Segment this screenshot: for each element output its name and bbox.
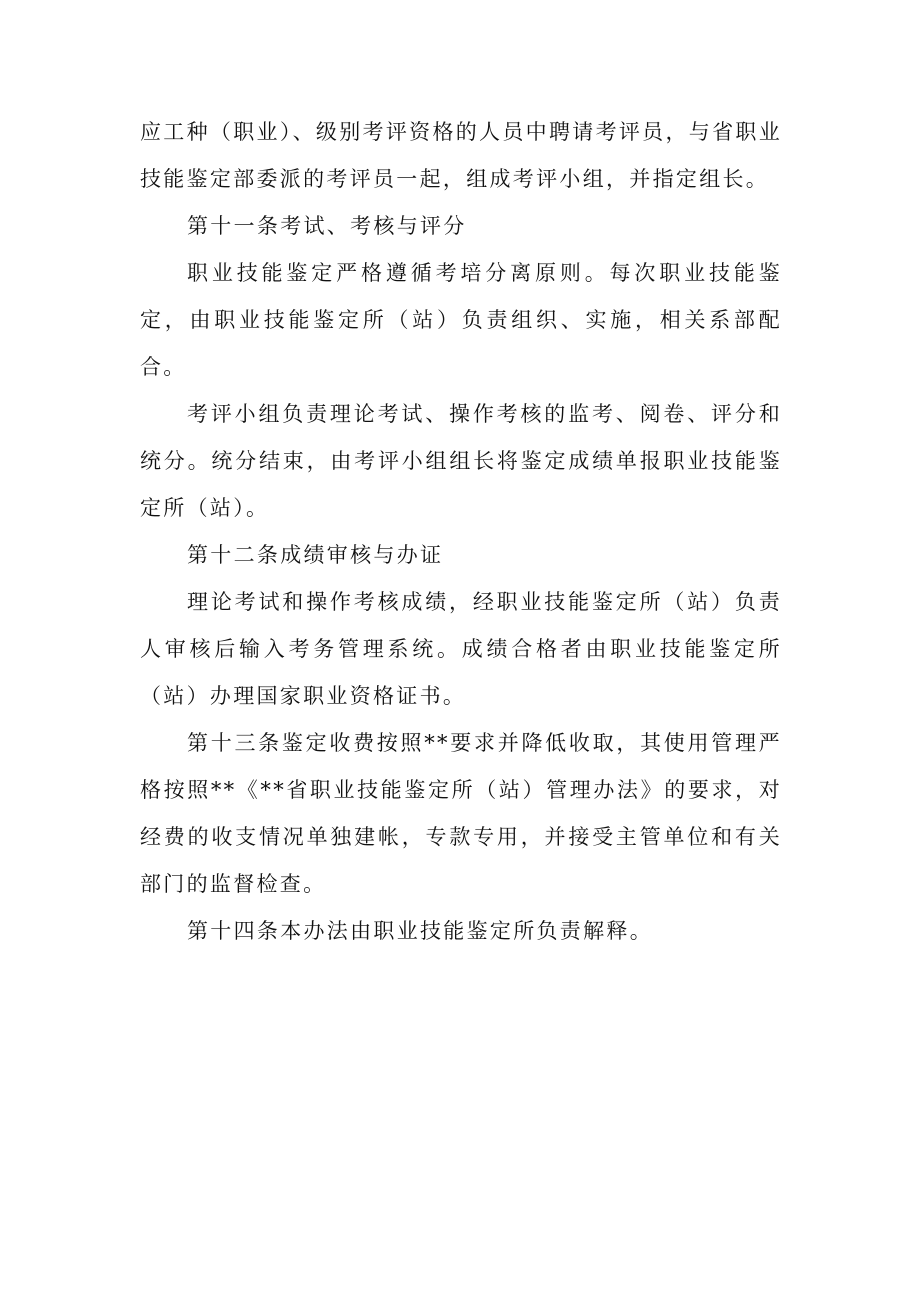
paragraph-article-12-review: 理论考试和操作考核成绩，经职业技能鉴定所（站）负责人审核后输入考务管理系统。成绩合格者由职业技能鉴定所（站）办理国家职业资格证书。 [140, 590, 782, 708]
paragraph-article-11-principle: 职业技能鉴定严格遵循考培分离原则。每次职业技能鉴定，由职业技能鉴定所（站）负责组织、实施，相关系部配合。 [140, 261, 782, 379]
article-12-heading: 第十二条成绩审核与办证 [187, 543, 444, 567]
paragraph-continued: 应工种（职业）、级别考评资格的人员中聘请考评员，与省职业技能鉴定部委派的考评员一起，组成考评小组，并指定组长。 [140, 120, 782, 191]
article-11-heading: 第十一条考试、考核与评分 [187, 214, 467, 238]
paragraph-article-11-grading: 考评小组负责理论考试、操作考核的监考、阅卷、评分和统分。统分结束，由考评小组组长将鉴定成绩单报职业技能鉴定所（站）。 [140, 402, 782, 520]
document-body [140, 109, 782, 955]
paragraph-article-13-fees: 第十三条鉴定收费按照**要求并降低收取，其使用管理严格按照**《**省职业技能鉴定所（站）管理办法》的要求，对经费的收支情况单独建帐，专款专用，并接受主管单位和有关部门的监督检查。 [140, 731, 782, 896]
paragraph-article-14-interpretation: 第十四条本办法由职业技能鉴定所负责解释。 [187, 919, 653, 943]
